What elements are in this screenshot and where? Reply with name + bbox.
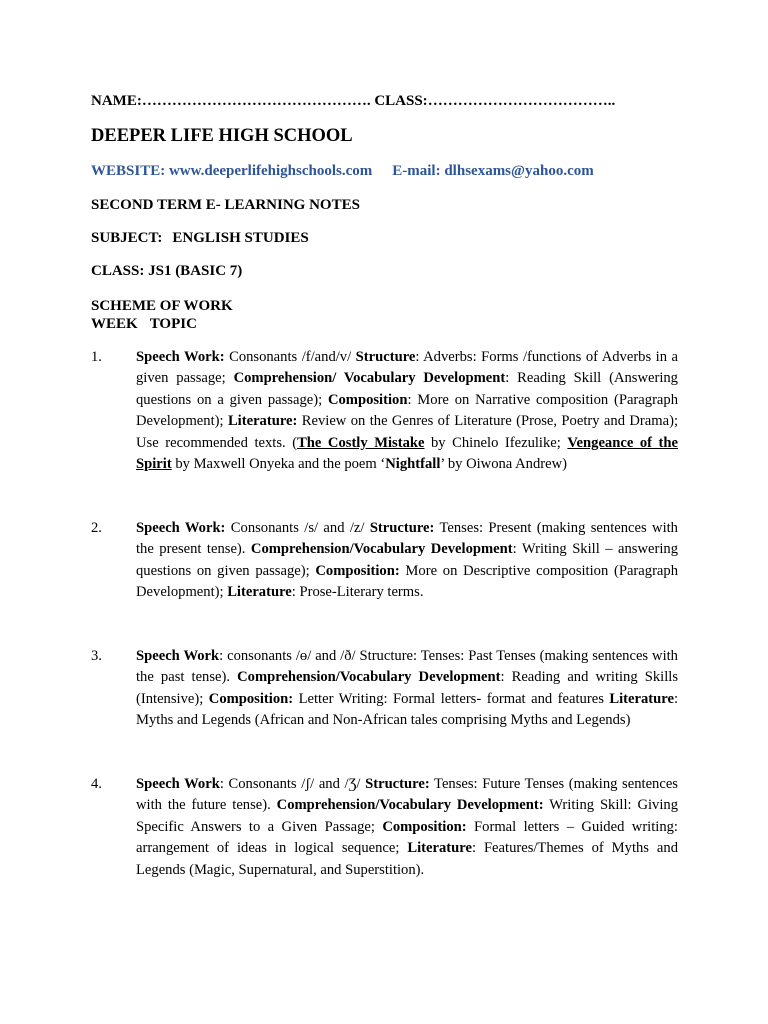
book-author: by Chinelo Ifezulike; [424, 434, 568, 451]
speech-work-label: Speech Work: [136, 349, 225, 365]
structure-label: Structure [355, 349, 416, 365]
literature-label: Literature [609, 690, 674, 707]
class-blank: ……………………………….. [427, 93, 616, 109]
composition-label: Composition: [208, 690, 294, 707]
composition-label: Composition [327, 391, 408, 408]
composition-text: : More on Narrative composition (Paragraph Development); [136, 391, 678, 430]
comprehension-label: Comprehension/Vocabulary Development [237, 669, 501, 686]
composition-label: Composition: [382, 818, 467, 835]
structure-label: Structure: [365, 776, 430, 792]
speech-work-text: Consonants /s/ and /z/ [225, 520, 370, 536]
speech-work-label: Speech Work [136, 648, 220, 664]
week-topic-text [136, 518, 678, 604]
name-label: NAME: [91, 93, 142, 109]
composition-text: More on Descriptive composition (Paragraph Development); [136, 562, 679, 601]
week-topic-text [136, 347, 678, 475]
email-text: E-mail: dlhsexams@yahoo.com [392, 163, 594, 179]
literature-text: : Features/Themes of Myths and Legends (Magic, Supernatural, and Superstition). [136, 840, 679, 878]
comprehension-text: : Reading Skill (Answering questions on a given passage); [136, 370, 678, 408]
name-class-line [91, 93, 615, 110]
comprehension-text: Writing Skill: Giving Specific Answers to a Given Passage; [136, 797, 678, 835]
week-number: 4. [91, 776, 102, 792]
subject-label: SUBJECT: [91, 230, 163, 246]
class-info: CLASS: JS1 (BASIC 7) [91, 263, 243, 279]
structure-text: Tenses: Present (making sentences with the present tense). [136, 520, 678, 558]
composition-text: Formal letters – Guided writing: arrangement of ideas in logical sequence; [136, 818, 678, 857]
week-number: 3. [91, 648, 102, 664]
poem-author: ’ by Oiwona Andrew) [440, 456, 567, 473]
book-title: The Costly Mistake [297, 434, 425, 451]
topic-column-header: TOPIC [149, 316, 197, 332]
poem-title: Nightfall [385, 456, 441, 473]
speech-work-label: Speech Work [136, 776, 220, 792]
comprehension-label: Comprehension/Vocabulary Development: [276, 797, 544, 814]
name-blank: ………………………………………. [141, 93, 371, 109]
column-headers [91, 315, 233, 333]
book-author: by Maxwell Onyeka and the poem ‘ [171, 456, 386, 473]
literature-text: Review on the Genres of Literature (Prose, Poetry and Drama); Use recommended texts. ( [136, 413, 679, 451]
speech-work-text: : Consonants /ʃ/ and /Ʒ/ [219, 776, 366, 792]
speech-work-text: Consonants /f/and/v/ [224, 349, 356, 365]
comprehension-text: : Reading and writing Skills (Intensive); [136, 669, 678, 707]
structure-label: Structure: [369, 520, 435, 536]
scheme-heading [91, 297, 233, 333]
structure-text: : Adverbs: Forms /functions of Adverbs in a given passage; [136, 349, 678, 387]
scheme-title: SCHEME OF WORK [91, 298, 233, 314]
literature-label: Literature [407, 840, 472, 857]
week-topic-text [136, 646, 678, 732]
speech-work-text: : consonants /ɵ/ and /ð/ Structure: Tenses: Past Tenses (making sentences with the past tense). [136, 648, 678, 686]
week-number: 2. [91, 520, 102, 536]
composition-label: Composition: [315, 562, 400, 579]
comprehension-label: Comprehension/Vocabulary Development [250, 541, 513, 558]
literature-label: Literature [227, 584, 292, 601]
week-column-header: WEEK [91, 316, 138, 332]
website-text: WEBSITE: www.deeperlifehighschools.com [91, 163, 373, 179]
contact-line [91, 163, 594, 180]
week-topic-text [136, 774, 678, 881]
term-title: SECOND TERM E- LEARNING NOTES [91, 197, 360, 213]
structure-text: Tenses: Future Tenses (making sentences with the future tense). [136, 776, 678, 814]
literature-text: : Prose-Literary terms. [291, 584, 424, 601]
class-label: CLASS: [370, 93, 428, 109]
subject-line [91, 230, 309, 247]
speech-work-label: Speech Work: [136, 520, 226, 536]
week-number: 1. [91, 349, 102, 365]
school-name: DEEPER LIFE HIGH SCHOOL [91, 126, 353, 146]
literature-text: : Myths and Legends (African and Non-African tales comprising Myths and Legends) [136, 690, 679, 729]
comprehension-label: Comprehension/ Vocabulary Development [233, 370, 506, 387]
book-title: Vengeance of the Spirit [136, 434, 678, 473]
literature-label: Literature: [227, 413, 298, 430]
subject-value: ENGLISH STUDIES [172, 230, 309, 246]
composition-text: Letter Writing: Formal letters- format and features [293, 690, 610, 707]
comprehension-text: : Writing Skill – answering questions on given passage); [136, 541, 679, 579]
